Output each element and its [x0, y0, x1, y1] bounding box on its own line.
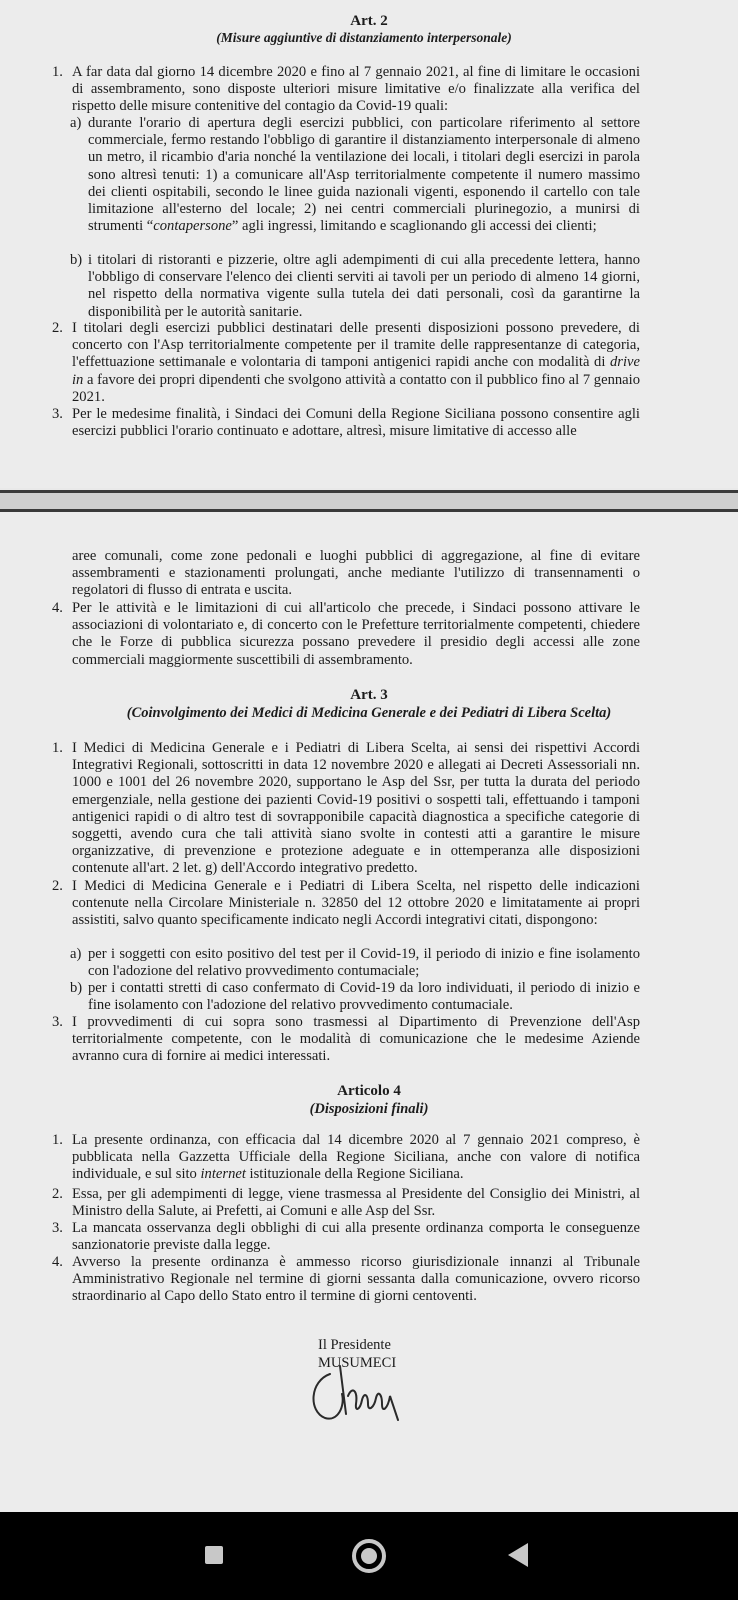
art4-paragraph-4: [52, 1254, 640, 1306]
paragraph-number: 4.: [52, 1254, 63, 1270]
art2-subtitle: (Misure aggiuntive di distanziamento interpersonale): [216, 30, 512, 45]
paragraph-number: 3.: [52, 1014, 63, 1030]
paragraph-text: I Medici di Medicina Generale e i Pediatri di Libera Scelta, nel rispetto delle indicazioni contenute nella Circolare Ministeriale n. 32850 del 12 ottobre 2020 e limitatamente ai propri assistiti, salvo quanto specificamente indicato negli Accordi integrativi citati, dispongono:: [72, 878, 640, 929]
paragraph-number: 3.: [52, 1220, 63, 1236]
art2-item-a: [70, 115, 640, 235]
art2-paragraph-3-continued: [72, 548, 640, 600]
back-button[interactable]: [508, 1543, 528, 1567]
paragraph-text: I provvedimenti di cui sopra sono trasmessi al Dipartimento di Prevenzione dell'Asp territorialmente competente, con le modalità di comunicazione che le medesime Aziende avranno cura di fornire ai medici interessati.: [72, 1014, 640, 1065]
paragraph-number: 1.: [52, 1132, 63, 1148]
recent-apps-button[interactable]: [205, 1546, 223, 1564]
art4-paragraph-3: [52, 1220, 640, 1254]
paragraph-text: I Medici di Medicina Generale e i Pediatri di Libera Scelta, ai sensi dei rispettivi Accordi Integrativi Regionali, sottoscritti in data 12 novembre 2020 e allegati ai Decreti Assessoriali nn. 1000 e 1001 del 26 novembre 2020, supportano le Asp del Ssr, per tutta la durata del periodo emergenziale, nella gestione dei pazienti Covid-19 positivi o sospetti tali, effettuando i tamponi antigenici rapidi o di altro test di sovrapponibile capacità diagnostica a specifiche categorie di soggetti, avendo cura che tali attività siano svolte in contesti atti a garantire le misure organizzative, di prevenzione e protezione adeguate e in ottemperanza alle disposizioni contenute all'art. 2 let. g) dell'Accordo integrativo predetto.: [72, 740, 640, 877]
paragraph-number: 3.: [52, 406, 63, 422]
paragraph-number: 1.: [52, 64, 63, 80]
art4-paragraph-2: [52, 1186, 640, 1220]
art3-item-a: [70, 946, 640, 980]
item-text-end: ” agli ingressi, limitando e scaglionando gli accessi dei clienti;: [231, 218, 597, 235]
item-text-italic: contapersone: [153, 218, 232, 235]
paragraph-text: La presente ordinanza, con efficacia dal 14 dicembre 2020 al 7 gennaio 2021 compreso, è pubblicata nella Gazzetta Ufficiale della Regione Siciliana, anche con valore di notifica individuale, e sul sito: [72, 1132, 640, 1183]
paragraph-text: La mancata osservanza degli obblighi di cui alla presente ordinanza comporta le conseguenze sanzionatorie previste dalla legge.: [72, 1220, 640, 1254]
item-letter: a): [70, 115, 82, 131]
art3-subtitle: (Coinvolgimento dei Medici di Medicina Generale e dei Pediatri di Libera Scelta): [126, 705, 612, 721]
signature-title: Il Presidente: [318, 1337, 391, 1353]
item-text: i titolari di ristoranti e pizzerie, oltre agli adempimenti di cui alla precedente lettera, hanno l'obbligo di conservare l'elenco dei clienti serviti ai tavoli per un periodo di almeno 14 giorni, nel rispetto della normativa vigente sulla tutela dei dati personali, così da garantirne la disponibilità per le autorità sanitarie.: [88, 252, 640, 320]
art4-title: Articolo 4: [337, 1083, 401, 1099]
art2-item-b: [70, 252, 640, 321]
signature-name: MUSUMECI: [318, 1355, 397, 1371]
art3-paragraph-2: [52, 878, 640, 930]
art3-paragraph-3: [52, 1014, 640, 1066]
document-page-1: [0, 0, 738, 488]
item-letter: a): [70, 946, 82, 962]
paragraph-text: Per le attività e le limitazioni di cui all'articolo che precede, i Sindaci possono attivare le associazioni di volontariato e, di concerto con le Prefetture territorialmente competenti, chiedere che le Forze di pubblica sicurezza possano prevedere il presidio degli accessi alle zone commerciali maggiormente suscettibili di assembramento.: [72, 600, 640, 668]
art4-subtitle: (Disposizioni finali): [309, 1101, 429, 1117]
item-text: per i contatti stretti di caso confermato di Covid-19 da loro individuati, il periodo di inizio e fine isolamento con l'adozione del relativo provvedimento contumaciale.: [88, 980, 640, 1014]
item-text: durante l'orario di apertura degli esercizi pubblici, con particolare riferimento al settore commerciale, fermo restando l'obbligo di garantire il distanziamento interpersonale di almeno un metro, il ricambio d'aria nonché la ventilazione dei locali, i titolari degli esercizi in parola sono altresì tenuti: 1) a comunicare all'Asp territorialmente competente il numero massimo dei clienti ospitabili, secondo le linee guida nazionali vigenti, esponendo il cartello con tale limitazione all'esterno del locale; 2) nei centri commerciali plurinegozio, a munirsi di strumenti “: [88, 115, 640, 235]
art3-paragraph-1: [52, 740, 640, 878]
art2-paragraph-4: [52, 600, 640, 669]
item-text: per i soggetti con esito positivo del test per il Covid-19, il periodo di inizio e fine isolamento con l'adozione del relativo provvedimento contumaciale;: [88, 946, 640, 980]
home-button[interactable]: [352, 1539, 386, 1573]
paragraph-text: I titolari degli esercizi pubblici destinatari delle presenti disposizioni possono prevedere, di concerto con l'Asp territorialmente competente per il tramite delle rappresentanze di categoria, l'effettuazione settimanale e volontaria di tamponi antigenici rapidi anche con modalità di: [72, 320, 640, 371]
paragraph-number: 2.: [52, 1186, 63, 1202]
handwritten-signature: [300, 1356, 420, 1426]
paragraph-number: 2.: [52, 320, 63, 336]
paragraph-number: 1.: [52, 740, 63, 756]
paragraph-number: 2.: [52, 878, 63, 894]
item-letter: b): [70, 252, 83, 268]
paragraph-text: Per le medesime finalità, i Sindaci dei Comuni della Regione Siciliana possono consentire agli esercizi pubblici l'orario continuato e adottare, altresì, misure limitative di accesso alle: [72, 406, 640, 440]
paragraph-text: Essa, per gli adempimenti di legge, viene trasmessa al Presidente del Consiglio dei Ministri, al Ministro della Salute, ai Prefetti, ai Comuni e alle Asp del Ssr.: [72, 1186, 640, 1220]
art4-paragraph-1: [52, 1132, 640, 1184]
item-letter: b): [70, 980, 83, 996]
art2-title: Art. 2: [350, 13, 388, 29]
paragraph-text-italic: drive in: [72, 354, 640, 388]
paragraph-text-italic: internet: [200, 1166, 246, 1183]
paragraph-number: 4.: [52, 600, 63, 616]
art2-paragraph-3: [52, 406, 640, 440]
art2-paragraph-1: [52, 64, 640, 116]
paragraph-text-end: a favore dei propri dipendenti che svolgono attività a contatto con il pubblico fino al 7 gennaio 2021.: [72, 371, 640, 405]
page-separator: [0, 490, 738, 512]
paragraph-text-end: istituzionale della Regione Siciliana.: [245, 1166, 464, 1183]
art3-title: Art. 3: [350, 687, 388, 703]
art3-item-b: [70, 980, 640, 1014]
paragraph-text: aree comunali, come zone pedonali e luoghi pubblici di aggregazione, al fine di evitare assembramenti e stazionamenti prolungati, anche mediante l'utilizzo di transennamenti o regolatori di flusso di entrata e uscita.: [72, 548, 640, 599]
paragraph-text: A far data dal giorno 14 dicembre 2020 e fino al 7 gennaio 2021, al fine di limitare le occasioni di assembramento, sono disposte ulteriori misure limitative e/o finalizzate alla verifica del rispetto delle misure contenitive del contagio da Covid-19 quali:: [72, 64, 640, 115]
paragraph-text: Avverso la presente ordinanza è ammesso ricorso giurisdizionale innanzi al Tribunale Amministrativo Regionale nel termine di giorni sessanta dalla comunicazione, ovvero ricorso straordinario al Capo dello Stato entro il termine di giorni centoventi.: [72, 1254, 640, 1305]
art2-paragraph-2: [52, 320, 640, 406]
